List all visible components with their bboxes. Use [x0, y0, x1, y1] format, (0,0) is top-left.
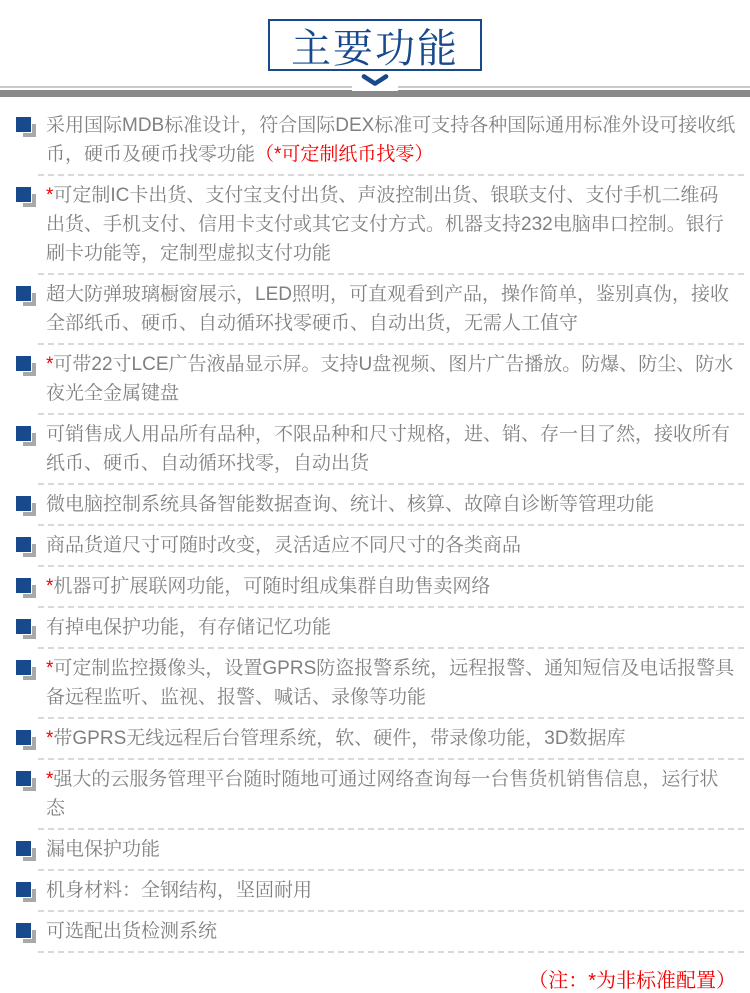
feature-item: [0, 278, 750, 340]
feature-item: [0, 652, 750, 714]
feature-item: [0, 488, 750, 521]
dashed-divider: [38, 174, 744, 176]
dashed-divider: [38, 647, 744, 649]
feature-text: 机器可扩展联网功能，可随时组成集群自助售卖网络: [53, 576, 491, 597]
star-marker: *: [46, 354, 54, 375]
bullet-square-icon: [16, 496, 36, 516]
feature-text: 可选配出货检测系统: [46, 921, 218, 942]
star-marker: *: [46, 769, 54, 790]
bullet-square-icon: [16, 187, 36, 207]
star-marker: *: [46, 728, 54, 749]
bullet-square-icon: [16, 923, 36, 943]
bullet-square-icon: [16, 286, 36, 306]
feature-item: [0, 763, 750, 825]
feature-text: 有掉电保护功能，有存储记忆功能: [46, 617, 332, 638]
section-header: [0, 19, 750, 93]
star-marker: *: [46, 658, 54, 679]
bullet-square-icon: [16, 882, 36, 902]
chevron-down-icon: [0, 71, 750, 93]
feature-text: 采用国际MDB标准设计，符合国际DEX标准可支持各种国际通用标准外设可接收纸币，硬币及硬币找零功能: [46, 115, 736, 165]
dashed-divider: [38, 828, 744, 830]
feature-text: 商品货道尺寸可随时改变，灵活适应不同尺寸的各类商品: [46, 535, 522, 556]
feature-text: 带GPRS无线远程后台管理系统，软、硬件，带录像功能，3D数据库: [53, 728, 626, 749]
dashed-divider: [38, 606, 744, 608]
feature-text: 微电脑控制系统具备智能数据查询、统计、核算、故障自诊断等管理功能: [46, 494, 655, 515]
feature-text: 漏电保护功能: [46, 839, 161, 860]
section-title-box: [268, 19, 482, 71]
dashed-divider: [38, 910, 744, 912]
bullet-square-icon: [16, 660, 36, 680]
dashed-divider: [38, 483, 744, 485]
star-marker: *: [46, 185, 54, 206]
dashed-divider: [38, 343, 744, 345]
bullet-square-icon: [16, 356, 36, 376]
feature-item: [0, 570, 750, 603]
bullet-square-icon: [16, 619, 36, 639]
bullet-square-icon: [16, 730, 36, 750]
feature-item: [0, 109, 750, 171]
feature-text: 可定制IC卡出货、支付宝支付出货、声波控制出货、银联支付、支付手机二维码出货、手机支付、信用卡支付或其它支付方式。机器支持232电脑串口控制。银行刷卡功能等，定制型虚拟支付功能: [46, 185, 724, 264]
feature-item: [0, 833, 750, 866]
section-title: 主要功能: [291, 26, 459, 71]
dashed-divider: [38, 869, 744, 871]
feature-text: 可销售成人用品所有品种，不限品种和尺寸规格，进、销、存一目了然，接收所有纸币、硬币、自动循环找零，自动出货: [46, 424, 731, 474]
feature-text: 强大的云服务管理平台随时随地可通过网络查询每一台售货机销售信息，运行状态: [46, 769, 719, 819]
bullet-square-icon: [16, 117, 36, 137]
bullet-square-icon: [16, 841, 36, 861]
dashed-divider: [38, 524, 744, 526]
feature-text: 可带22寸LCE广告液晶显示屏。支持U盘视频、图片广告播放。防爆、防尘、防水夜光全金属键盘: [46, 354, 734, 404]
dashed-divider: [38, 413, 744, 415]
dashed-divider: [38, 758, 744, 760]
feature-item: [0, 722, 750, 755]
feature-item: [0, 179, 750, 270]
dashed-divider: [38, 273, 744, 275]
feature-item: [0, 418, 750, 480]
feature-item: [0, 611, 750, 644]
bullet-square-icon: [16, 578, 36, 598]
feature-item: [0, 874, 750, 907]
dashed-divider: [38, 951, 744, 953]
dashed-divider: [38, 717, 744, 719]
feature-item: [0, 529, 750, 562]
feature-text-red: （*可定制纸币找零）: [255, 144, 434, 165]
feature-item: [0, 348, 750, 410]
feature-item: [0, 915, 750, 948]
dashed-divider: [38, 565, 744, 567]
star-marker: *: [46, 576, 54, 597]
footnote: （注：*为非标准配置）: [528, 970, 736, 992]
feature-text: 超大防弹玻璃橱窗展示，LED照明，可直观看到产品，操作简单，鉴别真伪，接收全部纸币、硬币、自动循环找零硬币、自动出货，无需人工值守: [46, 284, 729, 334]
bullet-square-icon: [16, 537, 36, 557]
feature-text: 可定制监控摄像头，设置GPRS防盗报警系统，远程报警、通知短信及电话报警具备远程监听、监视、报警、喊话、录像等功能: [46, 658, 735, 708]
bullet-square-icon: [16, 771, 36, 791]
feature-text: 机身材料：全钢结构，坚固耐用: [46, 880, 313, 901]
feature-list: [0, 97, 750, 953]
bullet-square-icon: [16, 426, 36, 446]
